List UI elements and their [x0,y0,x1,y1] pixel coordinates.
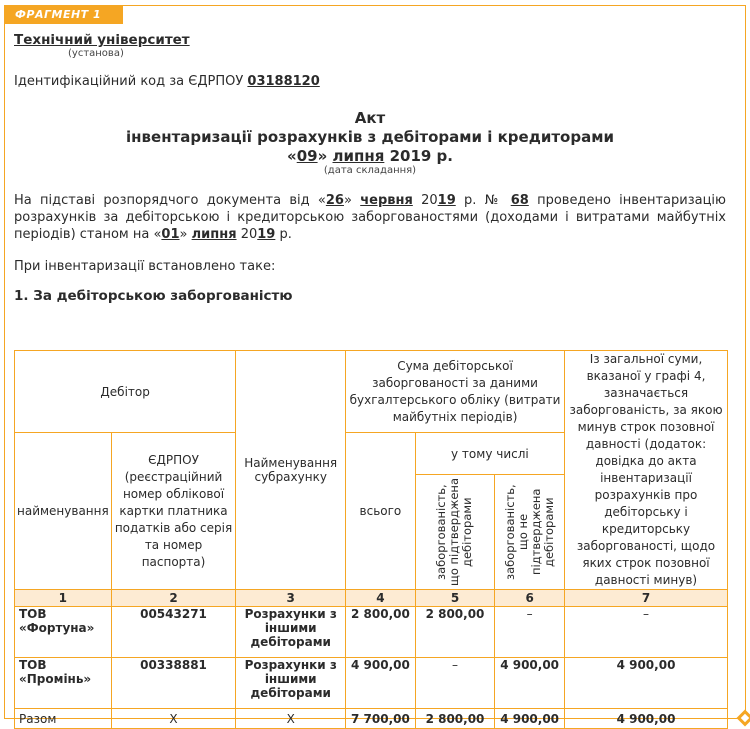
header-sum: Сума дебіторської заборгованості за даними бухгалтерського обліку (витрати майбутніх періодів) [346,351,565,433]
debtor-confirmed: 2 800,00 [415,607,494,658]
totals-label: Разом [15,709,112,729]
totals-subaccount: Х [236,709,346,729]
header-subaccount: Найменування субрахунку [236,351,346,590]
para-text: р. № [455,193,511,208]
debtor-total: 2 800,00 [346,607,416,658]
table-row [15,607,728,658]
header-name: найменування [15,433,112,590]
para-year2: 19 [257,227,276,242]
header-not-confirmed: заборгованість, що не підтверджена дебіторами [502,484,556,580]
org-caption: (установа) [68,48,124,59]
para-day1: 26 [325,193,344,208]
para-text: 20 [412,193,438,208]
act-title-line1: Акт [354,109,386,127]
debtor-not-confirmed: – [495,607,565,658]
fragment-label: ФРАГМЕНТ 1 [5,6,123,24]
para-month1: червня [360,193,413,208]
receivables-table [14,350,728,729]
para-text: » [179,227,192,242]
document-body [14,32,726,304]
header-edrpou: ЄДРПОУ (реєстраційний номер облікової картки платника податків або серія та номер паспорта) [111,433,236,590]
col-number: 7 [565,590,728,607]
date-quote-open: « [287,147,297,165]
para-doc-number: 68 [510,193,529,208]
para-text: р. [275,227,292,242]
column-numbers-row [15,590,728,607]
header-expired: Із загальної суми, вказаної у графі 4, зазначається заборгованість, за якою минув строк позовної давності (додаток: довідка до акта інвентаризації розрахунків про дебіторську і кредиторську заборгованості, щодо яких строк позовної давності минув) [565,351,728,590]
debtor-code: 00338881 [111,658,236,709]
col-number: 1 [15,590,112,607]
col-number: 2 [111,590,236,607]
established-line: При інвентаризації встановлено таке: [14,259,276,274]
header-including: у тому числі [415,433,564,475]
col-number: 6 [495,590,565,607]
act-month: липня [332,147,385,165]
org-name: Технічний університет [14,32,190,48]
totals-total: 7 700,00 [346,709,416,729]
debtor-expired: – [565,607,728,658]
act-year: 2019 р. [384,147,453,165]
act-day: 09 [296,147,318,165]
table-row [15,658,728,709]
debtor-expired: 4 900,00 [565,658,728,709]
header-debtor: Дебітор [15,351,236,433]
para-month2: липня [191,227,237,242]
para-text: проведено інвентаризацію розрахунків за дебіторською і кредиторською заборгованостями (доходами і витратами майбутніх періодів) станом на « [14,193,726,242]
header-confirmed-cell [415,475,494,590]
debtor-confirmed: – [415,658,494,709]
id-label: Ідентифікаційний код за ЄДРПОУ [14,74,244,89]
act-title [14,109,726,166]
col-number: 3 [236,590,346,607]
totals-not-confirmed: 4 900,00 [495,709,565,729]
para-year1: 19 [437,193,456,208]
debtor-name: ТОВ «Промінь» [15,658,112,709]
para-text: 20 [236,227,258,242]
header-not-confirmed-cell [495,475,565,590]
header-confirmed: заборгованість, що підтверджена дебіторами [434,478,475,586]
debtor-subaccount: Розрахунки з іншими дебіторами [236,607,346,658]
date-quote-close: » [317,147,333,165]
totals-row [15,709,728,729]
para-day2: 01 [161,227,180,242]
debtor-not-confirmed: 4 900,00 [495,658,565,709]
debtor-total: 4 900,00 [346,658,416,709]
totals-code: Х [111,709,236,729]
header-total: всього [346,433,416,590]
col-number: 5 [415,590,494,607]
totals-expired: 4 900,00 [565,709,728,729]
id-code: 03188120 [247,74,320,89]
col-number: 4 [346,590,416,607]
para-text: » [343,193,361,208]
id-line [14,74,726,89]
act-date [14,147,726,166]
section-title: 1. За дебіторською заборгованістю [14,288,293,304]
totals-confirmed: 2 800,00 [415,709,494,729]
debtor-code: 00543271 [111,607,236,658]
act-title-line2: інвентаризації розрахунків з дебіторами і кредиторами [126,128,614,146]
para-text: На підставі розпорядчого документа від « [14,193,326,208]
basis-paragraph [14,192,726,243]
debtor-name: ТОВ «Фортуна» [15,607,112,658]
date-caption: (дата складання) [323,165,417,176]
debtor-subaccount: Розрахунки з іншими дебіторами [236,658,346,709]
